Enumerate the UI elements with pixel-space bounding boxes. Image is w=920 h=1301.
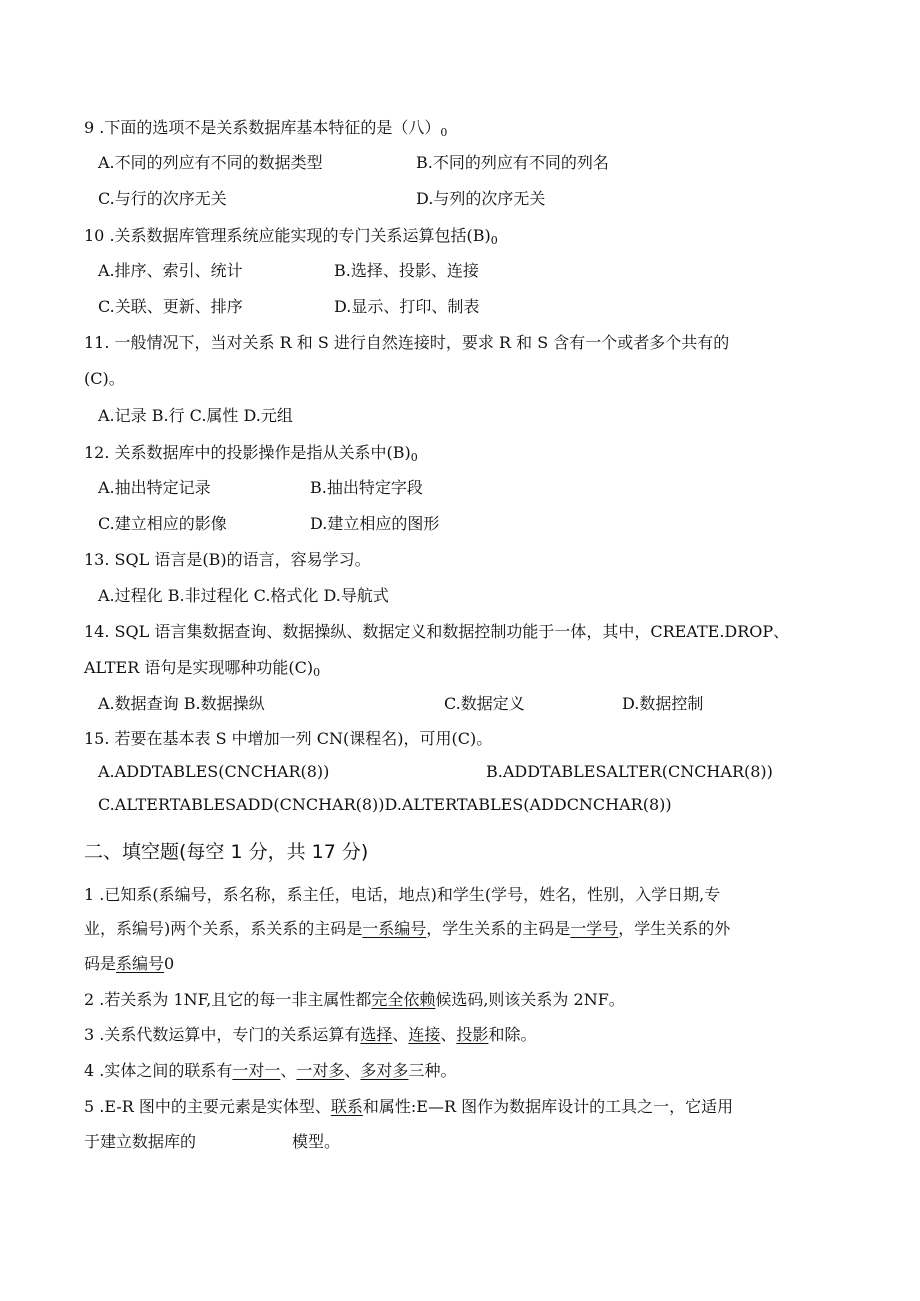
q15-option-a: A.ADDTABLES(CNCHAR(8)) <box>98 762 330 781</box>
fill3-line: 3 .关系代数运算中，专门的关系运算有选择、连接、投影和除。 <box>84 1025 537 1044</box>
fill4-answer1: 一对一 <box>232 1061 281 1080</box>
q10-option-c: C.关联、更新、排序 <box>98 297 243 316</box>
q13-options: A.过程化 B.非过程化 C.格式化 D.导航式 <box>98 586 389 605</box>
q12-option-b: B.抽出特定字段 <box>310 478 423 497</box>
q15-option-b: B.ADDTABLESALTER(CNCHAR(8)) <box>486 762 773 781</box>
fill1-line2: 业，系编号)两个关系，系关系的主码是一系编号，学生关系的主码是一学号，学生关系的外 <box>84 919 731 938</box>
section2-title: 二、填空题(每空 1 分，共 17 分) <box>84 841 369 863</box>
q11-stem-line1: 11. 一般情况下，当对关系 R 和 S 进行自然连接时，要求 R 和 S 含有一个或者多个共有的 <box>84 333 730 352</box>
fill3-answer2: 连接 <box>408 1025 441 1044</box>
q15-stem: 15. 若要在基本表 S 中增加一列 CN(课程名)，可用(C)。 <box>84 729 493 748</box>
fill1-line1: 1 .已知系(系编号，系名称，系主任，电话，地点)和学生(学号，姓名，性别，入学日期,专 <box>84 885 721 904</box>
fill5-line2: 于建立数据库的 模型。 <box>84 1132 341 1151</box>
fill1-answer3: 系编号 <box>116 954 165 973</box>
fill3-answer3: 投影 <box>456 1025 489 1044</box>
q9-option-d: D.与列的次序无关 <box>416 189 546 208</box>
q14-stem-line2: ALTER 语句是实现哪种功能$(C)_0$ <box>84 658 321 679</box>
fill4-answer2: 一对多 <box>296 1061 345 1080</box>
fill1-answer2: 一学号 <box>570 919 619 938</box>
q9-option-a: A.不同的列应有不同的数据类型 <box>98 153 323 172</box>
q10-option-a: A.排序、索引、统计 <box>98 261 243 280</box>
q12-option-d: D.建立相应的图形 <box>310 514 440 533</box>
q14-stem-line1: 14. SQL 语言集数据查询、数据操纵、数据定义和数据控制功能于一体，其中，CREATE.DROP、 <box>84 622 790 641</box>
q14-option-c: C.数据定义 <box>444 694 525 713</box>
q9-stem: 9 .下面的选项不是关系数据库基本特征的是（八）$_0$ <box>84 118 448 139</box>
q12-option-c: C.建立相应的影像 <box>98 514 227 533</box>
q12-option-a: A.抽出特定记录 <box>98 478 211 497</box>
q10-option-d: D.显示、打印、制表 <box>334 297 480 316</box>
fill3-answer1: 选择 <box>360 1025 393 1044</box>
q11-options: A.记录 B.行 C.属性 D.元组 <box>98 406 293 425</box>
fill5-answer: 联系 <box>330 1097 363 1116</box>
fill2-line: 2 .若关系为 1NF,且它的每一非主属性都完全依赖候选码,则该关系为 2NF。 <box>84 990 625 1009</box>
fill4-line: 4 .实体之间的联系有一对一、一对多、多对多三种。 <box>84 1061 457 1080</box>
fill1-line3: 码是系编号0 <box>84 954 175 973</box>
q10-option-b: B.选择、投影、连接 <box>334 261 479 280</box>
q10-stem: 10 .关系数据库管理系统应能实现的专门关系运算包括$(B)_0$ <box>84 226 498 247</box>
q11-stem-line2: (C)。 <box>84 369 125 388</box>
q14-option-ab: A.数据查询 B.数据操纵 <box>98 694 265 713</box>
fill2-answer: 完全依赖 <box>371 990 436 1009</box>
fill4-answer3: 多对多 <box>360 1061 409 1080</box>
q9-option-c: C.与行的次序无关 <box>98 189 227 208</box>
q9-option-b: B.不同的列应有不同的列名 <box>416 153 609 172</box>
q13-stem: 13. SQL 语言是(B)的语言，容易学习。 <box>84 550 371 569</box>
q12-stem: 12. 关系数据库中的投影操作是指从关系中$(B)_0$ <box>84 443 418 464</box>
q15-option-cd: C.ALTERTABLESADD(CNCHAR(8))D.ALTERTABLES(ADDCNCHAR(8)) <box>98 795 672 814</box>
fill1-answer1: 一系编号 <box>362 919 427 938</box>
fill5-line1: 5 .E-R 图中的主要元素是实体型、联系和属性:E—R 图作为数据库设计的工具之一，它适用 <box>84 1097 734 1116</box>
q14-option-d: D.数据控制 <box>622 694 704 713</box>
